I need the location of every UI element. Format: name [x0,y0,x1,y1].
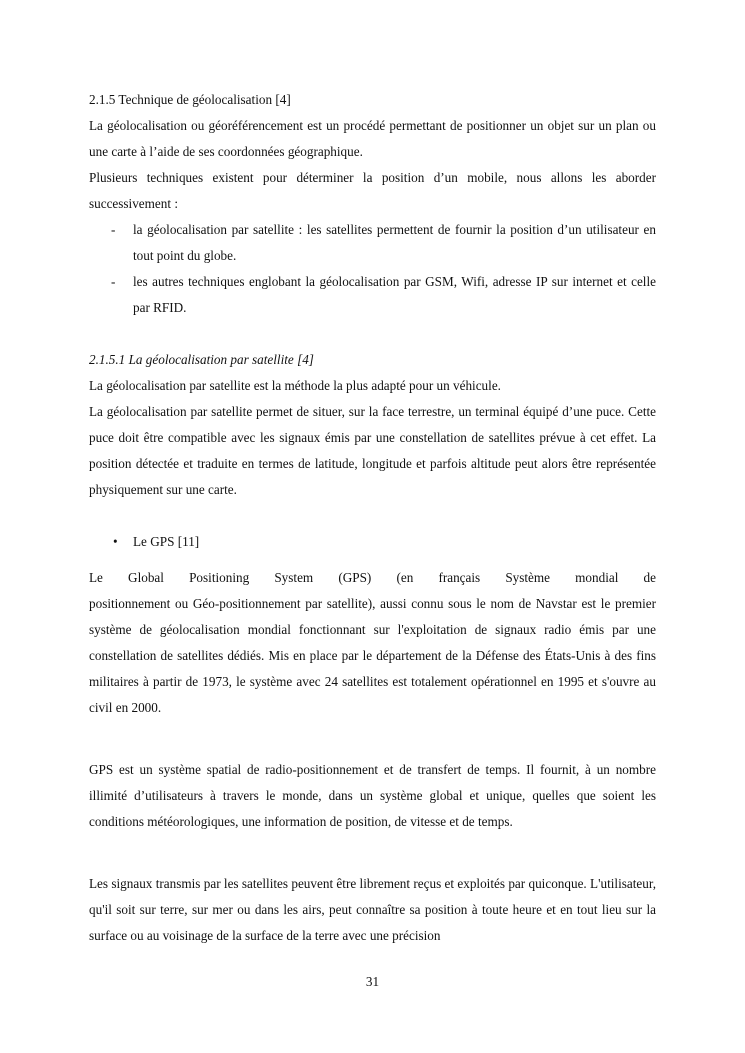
section-heading: 2.1.5 Technique de géolocalisation [4] [89,92,291,107]
list-item [89,217,656,269]
spacer [89,321,656,347]
spacer [89,555,656,565]
dash-marker: - [111,274,116,289]
gps-paragraph-3: Les signaux transmis par les satellites peuvent être librement reçus et exploités par quiconque. L'utilisateur, qu'il soit sur terre, sur mer ou dans les airs, peut connaître sa position à toute heure et en tout lieu sur la surface ou au voisinage de la surface de la terre avec une précision [89,876,656,943]
subsection-heading: 2.1.5.1 La géolocalisation par satellite [4] [89,352,314,367]
document-page [89,87,656,949]
gps-heading: Le GPS [11] [133,534,200,549]
subsection-paragraph-1: La géolocalisation par satellite est la méthode la plus adapté pour un véhicule. [89,378,501,393]
techniques-intro: Plusieurs techniques existent pour déterminer la position d’un mobile, nous allons les aborder successivement : [89,170,656,211]
gps-paragraph-2: GPS est un système spatial de radio-positionnement et de transfert de temps. Il fournit, à un nombre illimité d’utilisateurs à travers le monde, dans un système global et unique, quelles que soient les conditions météorologiques, une information de position, de vitesse et de temps. [89,762,656,829]
gps-paragraph-1: positionnement ou Géo-positionnement par satellite), aussi connu sous le nom de Navstar est le premier système de géolocalisation mondial fonctionnant sur l'exploitation de signaux radio émis par une constellation de satellites dédiés. Mis en place par le département de la Défense des États-Unis à des fins militaires à partir de 1973, le système avec 24 satellites est totalement opérationnel en 1995 et s'ouvre au civil en 2000. [89,596,656,715]
list-item-text: la géolocalisation par satellite : les satellites permettent de fournir la position d’un utilisateur en tout point du globe. [133,222,656,263]
gps-paragraph-1-first-line: Le Global Positioning System (GPS) (en français Système mondial de [89,570,656,585]
list-item [89,269,656,321]
page-number: 31 [365,974,380,989]
spacer [89,747,656,757]
spacer [89,835,656,861]
subsection-paragraph-2: La géolocalisation par satellite permet de situer, sur la face terrestre, un terminal équipé d’une puce. Cette puce doit être compatible avec les signaux émis par une constellation de satellites prévue à cet effet. La position détectée et traduite en termes de latitude, longitude et parfois altitude peut alors être représentée physiquement sur une carte. [89,404,656,497]
spacer [89,861,656,871]
list-item-text: les autres techniques englobant la géolocalisation par GSM, Wifi, adresse IP sur internet et celle par RFID. [133,274,656,315]
bullet-icon: • [113,534,118,549]
spacer [89,721,656,747]
spacer [89,503,656,529]
techniques-list [89,217,656,321]
section-intro: La géolocalisation ou géoréférencement est un procédé permettant de positionner un objet sur un plan ou une carte à l’aide de ses coordonnées géographique. [89,118,656,159]
gps-heading-line [89,529,656,555]
dash-marker: - [111,222,116,237]
